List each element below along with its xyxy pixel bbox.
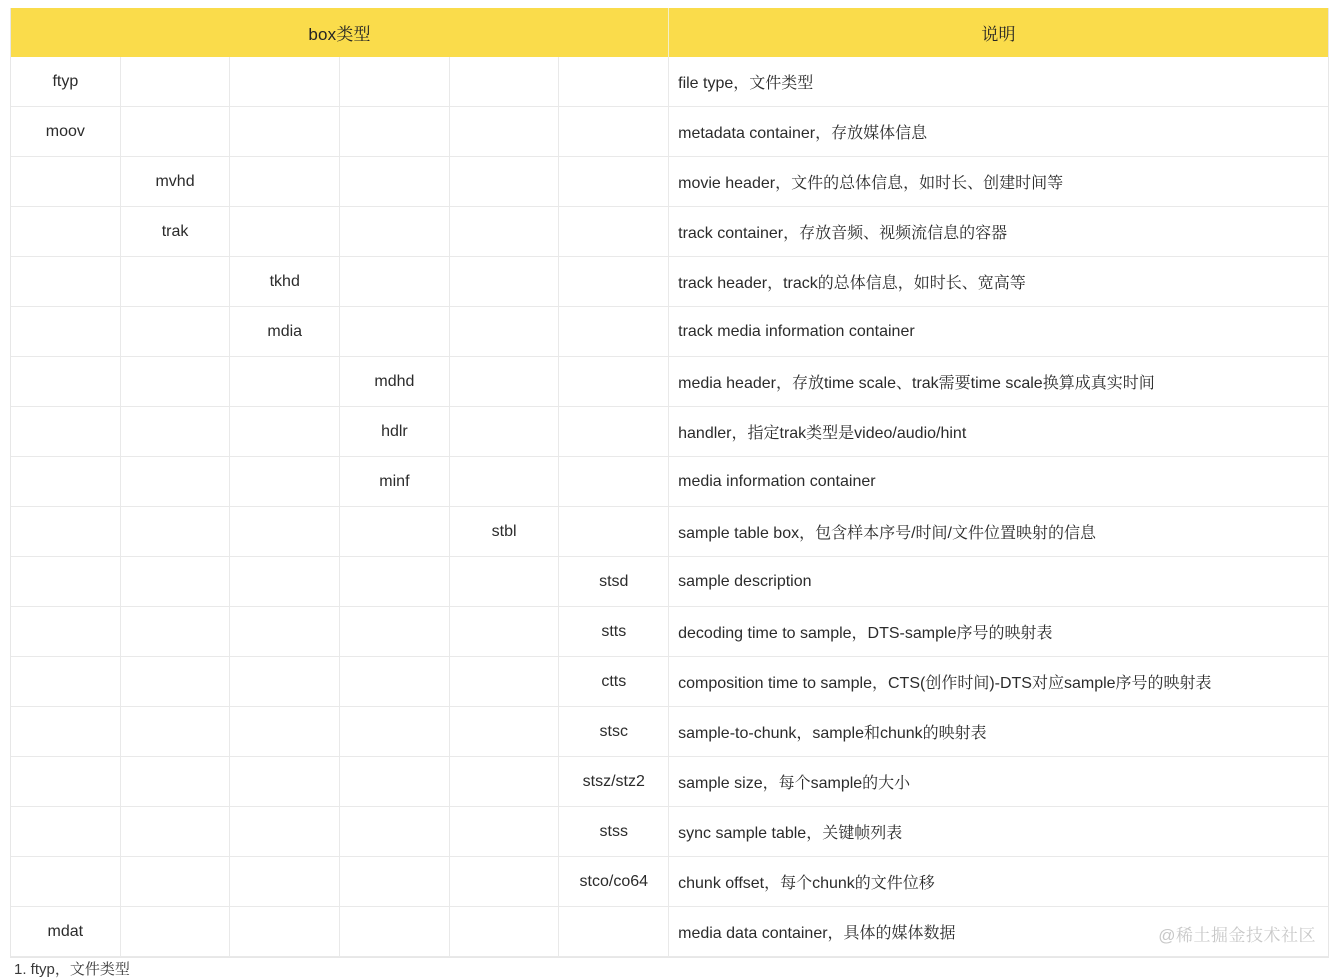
empty-hierarchy-cell	[11, 757, 121, 807]
empty-hierarchy-cell	[450, 557, 560, 607]
empty-hierarchy-cell	[230, 357, 340, 407]
empty-hierarchy-cell	[230, 507, 340, 557]
description-cell-ctts: composition time to sample，CTS(创作时间)-DTS对应sample序号的映射表	[669, 657, 1328, 707]
empty-hierarchy-cell	[450, 707, 560, 757]
empty-hierarchy-cell	[450, 207, 560, 257]
empty-hierarchy-cell	[559, 507, 669, 557]
empty-hierarchy-cell	[11, 507, 121, 557]
description-cell-stts: decoding time to sample，DTS-sample序号的映射表	[669, 607, 1328, 657]
box-type-cell-ctts: ctts	[559, 657, 669, 707]
description-cell-minf: media information container	[669, 457, 1328, 507]
box-type-cell-mdia: mdia	[230, 307, 340, 357]
empty-hierarchy-cell	[230, 557, 340, 607]
empty-hierarchy-cell	[559, 457, 669, 507]
box-type-cell-minf: minf	[340, 457, 450, 507]
empty-hierarchy-cell	[121, 657, 231, 707]
empty-hierarchy-cell	[559, 257, 669, 307]
empty-hierarchy-cell	[11, 857, 121, 907]
box-type-cell-stsc: stsc	[559, 707, 669, 757]
description-cell-ftyp: file type，文件类型	[669, 57, 1328, 107]
empty-hierarchy-cell	[559, 207, 669, 257]
juejin-watermark: @稀土掘金技术社区	[1158, 926, 1316, 945]
description-cell-trak: track container，存放音频、视频流信息的容器	[669, 207, 1328, 257]
empty-hierarchy-cell	[559, 407, 669, 457]
empty-hierarchy-cell	[121, 407, 231, 457]
empty-hierarchy-cell	[340, 857, 450, 907]
box-type-cell-mdat: mdat	[11, 907, 121, 957]
empty-hierarchy-cell	[121, 857, 231, 907]
empty-hierarchy-cell	[11, 657, 121, 707]
empty-hierarchy-cell	[450, 357, 560, 407]
empty-hierarchy-cell	[340, 807, 450, 857]
empty-hierarchy-cell	[450, 857, 560, 907]
description-cell-stsd: sample description	[669, 557, 1328, 607]
box-type-cell-trak: trak	[121, 207, 231, 257]
empty-hierarchy-cell	[230, 807, 340, 857]
box-type-cell-hdlr: hdlr	[340, 407, 450, 457]
empty-hierarchy-cell	[121, 57, 231, 107]
empty-hierarchy-cell	[11, 157, 121, 207]
empty-hierarchy-cell	[450, 257, 560, 307]
description-cell-mvhd: movie header，文件的总体信息，如时长、创建时间等	[669, 157, 1328, 207]
empty-hierarchy-cell	[230, 707, 340, 757]
description-cell-mdhd: media header，存放time scale、trak需要time scale换算成真实时间	[669, 357, 1328, 407]
empty-hierarchy-cell	[230, 407, 340, 457]
empty-hierarchy-cell	[450, 307, 560, 357]
empty-hierarchy-cell	[11, 307, 121, 357]
empty-hierarchy-cell	[450, 107, 560, 157]
empty-hierarchy-cell	[450, 657, 560, 707]
empty-hierarchy-cell	[11, 257, 121, 307]
description-cell-stsz-stz2: sample size，每个sample的大小	[669, 757, 1328, 807]
empty-hierarchy-cell	[450, 157, 560, 207]
empty-hierarchy-cell	[121, 507, 231, 557]
description-cell-stss: sync sample table，关键帧列表	[669, 807, 1328, 857]
box-type-cell-tkhd: tkhd	[230, 257, 340, 307]
description-cell-hdlr: handler，指定trak类型是video/audio/hint	[669, 407, 1328, 457]
empty-hierarchy-cell	[230, 607, 340, 657]
empty-hierarchy-cell	[230, 757, 340, 807]
empty-hierarchy-cell	[230, 457, 340, 507]
empty-hierarchy-cell	[230, 107, 340, 157]
empty-hierarchy-cell	[340, 557, 450, 607]
box-type-cell-mdhd: mdhd	[340, 357, 450, 407]
empty-hierarchy-cell	[121, 907, 231, 957]
empty-hierarchy-cell	[121, 757, 231, 807]
box-type-cell-stbl: stbl	[450, 507, 560, 557]
empty-hierarchy-cell	[340, 307, 450, 357]
empty-hierarchy-cell	[11, 407, 121, 457]
empty-hierarchy-cell	[121, 607, 231, 657]
box-type-cell-moov: moov	[11, 107, 121, 157]
empty-hierarchy-cell	[11, 357, 121, 407]
empty-hierarchy-cell	[340, 107, 450, 157]
empty-hierarchy-cell	[450, 757, 560, 807]
empty-hierarchy-cell	[121, 707, 231, 757]
description-cell-stbl: sample table box，包含样本序号/时间/文件位置映射的信息	[669, 507, 1328, 557]
empty-hierarchy-cell	[559, 357, 669, 407]
empty-hierarchy-cell	[11, 457, 121, 507]
empty-hierarchy-cell	[340, 207, 450, 257]
empty-hierarchy-cell	[121, 807, 231, 857]
box-type-cell-ftyp: ftyp	[11, 57, 121, 107]
description-cell-tkhd: track header，track的总体信息，如时长、宽高等	[669, 257, 1328, 307]
box-type-cell-stsd: stsd	[559, 557, 669, 607]
box-type-table	[10, 8, 1329, 958]
empty-hierarchy-cell	[559, 907, 669, 957]
box-type-cell-stss: stss	[559, 807, 669, 857]
empty-hierarchy-cell	[230, 657, 340, 707]
empty-hierarchy-cell	[11, 607, 121, 657]
empty-hierarchy-cell	[121, 357, 231, 407]
empty-hierarchy-cell	[121, 557, 231, 607]
empty-hierarchy-cell	[450, 907, 560, 957]
empty-hierarchy-cell	[340, 157, 450, 207]
box-type-cell-stco-co64: stco/co64	[559, 857, 669, 907]
description-cell-mdat: media data container，具体的媒体数据	[669, 907, 1328, 957]
empty-hierarchy-cell	[230, 157, 340, 207]
empty-hierarchy-cell	[340, 907, 450, 957]
empty-hierarchy-cell	[450, 457, 560, 507]
empty-hierarchy-cell	[340, 507, 450, 557]
description-cell-stco-co64: chunk offset，每个chunk的文件位移	[669, 857, 1328, 907]
empty-hierarchy-cell	[340, 757, 450, 807]
empty-hierarchy-cell	[11, 707, 121, 757]
empty-hierarchy-cell	[230, 207, 340, 257]
footer-partial-text: 1. ftyp，文件类型	[14, 961, 130, 978]
empty-hierarchy-cell	[340, 707, 450, 757]
empty-hierarchy-cell	[121, 457, 231, 507]
table-header-box-type: box类型	[11, 8, 669, 57]
empty-hierarchy-cell	[11, 207, 121, 257]
empty-hierarchy-cell	[121, 257, 231, 307]
empty-hierarchy-cell	[340, 57, 450, 107]
empty-hierarchy-cell	[559, 307, 669, 357]
empty-hierarchy-cell	[340, 607, 450, 657]
description-cell-stsc: sample-to-chunk，sample和chunk的映射表	[669, 707, 1328, 757]
empty-hierarchy-cell	[230, 57, 340, 107]
box-type-cell-mvhd: mvhd	[121, 157, 231, 207]
empty-hierarchy-cell	[559, 107, 669, 157]
empty-hierarchy-cell	[450, 807, 560, 857]
empty-hierarchy-cell	[121, 307, 231, 357]
empty-hierarchy-cell	[121, 107, 231, 157]
box-type-table-wrapper	[10, 8, 1329, 958]
empty-hierarchy-cell	[559, 157, 669, 207]
empty-hierarchy-cell	[340, 257, 450, 307]
empty-hierarchy-cell	[11, 557, 121, 607]
empty-hierarchy-cell	[230, 857, 340, 907]
empty-hierarchy-cell	[340, 657, 450, 707]
empty-hierarchy-cell	[450, 407, 560, 457]
description-cell-mdia: track media information container	[669, 307, 1328, 357]
box-type-cell-stsz-stz2: stsz/stz2	[559, 757, 669, 807]
empty-hierarchy-cell	[450, 57, 560, 107]
empty-hierarchy-cell	[559, 57, 669, 107]
table-header-description: 说明	[669, 8, 1328, 57]
empty-hierarchy-cell	[11, 807, 121, 857]
empty-hierarchy-cell	[230, 907, 340, 957]
box-type-cell-stts: stts	[559, 607, 669, 657]
description-cell-moov: metadata container，存放媒体信息	[669, 107, 1328, 157]
empty-hierarchy-cell	[450, 607, 560, 657]
